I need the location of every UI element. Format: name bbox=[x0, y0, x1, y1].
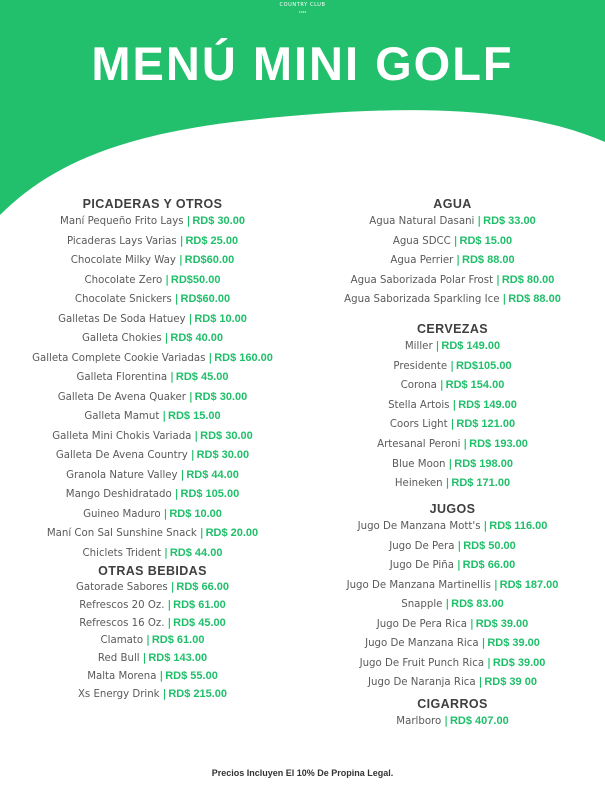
brand-logo-text: COUNTRY CLUB bbox=[279, 2, 326, 8]
item-name: Galleta De Avena Quaker bbox=[57, 391, 186, 403]
section-items bbox=[0, 212, 305, 563]
item-price: RD$ 39 00 bbox=[484, 676, 537, 688]
section-title: OTRAS BEBIDAS bbox=[98, 564, 207, 578]
item-name: Jugo De Manzana Martinellis bbox=[346, 579, 491, 591]
price-separator: | bbox=[493, 579, 498, 591]
price-separator: | bbox=[456, 560, 461, 571]
price-separator: | bbox=[162, 411, 167, 422]
item-price: RD$ 154.00 bbox=[445, 379, 505, 392]
menu-item bbox=[0, 505, 305, 525]
item-price: RD$105.00 bbox=[455, 359, 512, 372]
menu-item bbox=[300, 212, 605, 232]
item-name: Picaderas Lays Varias bbox=[66, 235, 177, 247]
item-price: RD$ 83.00 bbox=[451, 598, 504, 610]
menu-item bbox=[0, 579, 305, 597]
price-separator: | bbox=[159, 670, 164, 682]
item-name: Guineo Maduro bbox=[83, 508, 161, 520]
price-separator: | bbox=[142, 653, 147, 665]
price-separator: | bbox=[180, 469, 185, 481]
item-price: RD$ 30.00 bbox=[200, 429, 253, 442]
item-price: RD$ 39.00 bbox=[475, 617, 529, 630]
menu-section bbox=[300, 196, 605, 310]
item-price: RD$ 30.00 bbox=[194, 390, 248, 403]
item-price: RD$60.00 bbox=[180, 293, 231, 305]
item-price: RD$ 20.00 bbox=[205, 527, 259, 539]
item-price: RD$ 33.00 bbox=[483, 215, 536, 227]
item-price: RD$ 61.00 bbox=[173, 598, 226, 611]
item-name: Jugo De Piña bbox=[389, 560, 454, 571]
menu-item bbox=[0, 650, 305, 668]
item-price: RD$ 187.00 bbox=[499, 578, 559, 591]
item-name: Chocolate Snickers bbox=[74, 294, 172, 305]
item-name: Granola Nature Valley bbox=[66, 469, 178, 481]
item-name: Agua Natural Dasani bbox=[369, 216, 475, 227]
price-separator: | bbox=[164, 547, 168, 559]
price-separator: | bbox=[186, 216, 191, 227]
item-price: RD$ 61.00 bbox=[151, 634, 205, 647]
item-price: RD$ 30.00 bbox=[196, 449, 250, 461]
item-price: RD$ 45.00 bbox=[175, 371, 229, 383]
section-title: CIGARROS bbox=[417, 697, 488, 711]
item-name: Miller bbox=[404, 341, 433, 352]
item-name: Jugo De Manzana Rica bbox=[365, 638, 479, 649]
item-price: RD$ 116.00 bbox=[489, 520, 548, 532]
menu-item bbox=[300, 634, 605, 654]
menu-item bbox=[0, 597, 305, 615]
item-name: Galleta Chokies bbox=[82, 333, 162, 344]
item-price: RD$ 143.00 bbox=[148, 652, 208, 665]
item-price: RD$ 10.00 bbox=[169, 507, 222, 520]
menu-item bbox=[300, 474, 605, 494]
menu-item bbox=[0, 329, 305, 349]
price-separator: | bbox=[174, 294, 179, 305]
price-separator: | bbox=[456, 255, 461, 267]
item-name: Chiclets Trident bbox=[82, 547, 162, 559]
price-separator: | bbox=[174, 489, 179, 500]
item-price: RD$ 149.00 bbox=[458, 398, 517, 411]
price-separator: | bbox=[452, 399, 457, 411]
price-separator: | bbox=[188, 313, 193, 325]
menu-item bbox=[300, 556, 605, 576]
item-name: Stella Artois bbox=[388, 399, 450, 411]
menu-item bbox=[0, 251, 305, 271]
price-separator: | bbox=[163, 508, 168, 520]
item-price: RD$ 44.00 bbox=[186, 468, 239, 481]
price-separator: | bbox=[188, 391, 193, 403]
price-separator: | bbox=[170, 582, 175, 593]
page-title: MENÚ MINI GOLF bbox=[91, 37, 514, 90]
menu-item bbox=[0, 686, 305, 704]
menu-item bbox=[300, 517, 605, 537]
menu-item bbox=[0, 466, 305, 486]
menu-item bbox=[300, 455, 605, 475]
item-price: RD$ 105.00 bbox=[180, 488, 240, 500]
menu-section bbox=[300, 501, 605, 693]
price-separator: | bbox=[450, 419, 455, 431]
price-separator: | bbox=[167, 599, 172, 611]
menu-section bbox=[300, 696, 605, 732]
item-price: RD$ 10.00 bbox=[194, 312, 247, 325]
menu-item bbox=[300, 415, 605, 435]
item-price: RD$ 66.00 bbox=[176, 581, 230, 593]
menu-item bbox=[300, 396, 605, 416]
price-separator: | bbox=[481, 638, 486, 649]
menu-item bbox=[300, 712, 605, 732]
item-price: RD$ 15.00 bbox=[168, 410, 221, 422]
menu-item bbox=[300, 595, 605, 615]
item-name: Clamato bbox=[100, 635, 144, 647]
price-separator: | bbox=[445, 478, 450, 490]
menu-item bbox=[0, 388, 305, 408]
item-price: RD$50.00 bbox=[170, 273, 221, 286]
item-price: RD$60.00 bbox=[184, 254, 235, 266]
item-name: Galleta De Avena Country bbox=[55, 450, 188, 461]
price-separator: | bbox=[162, 688, 167, 700]
price-separator: | bbox=[502, 294, 507, 306]
menu-item bbox=[300, 376, 605, 396]
section-items bbox=[300, 517, 605, 693]
menu-item bbox=[300, 537, 605, 557]
price-separator: | bbox=[496, 274, 500, 286]
item-name: Presidente bbox=[393, 360, 448, 372]
menu-item bbox=[300, 337, 605, 357]
section-title: CERVEZAS bbox=[416, 322, 489, 336]
item-price: RD$ 149.00 bbox=[441, 340, 501, 352]
item-price: RD$ 30.00 bbox=[192, 215, 245, 227]
item-name: Malta Morena bbox=[87, 670, 157, 682]
item-name: Chocolate Milky Way bbox=[70, 255, 176, 266]
item-name: Corona bbox=[400, 380, 437, 392]
price-separator: | bbox=[199, 528, 204, 539]
price-separator: | bbox=[208, 352, 213, 364]
item-name: Galleta Florentina bbox=[76, 372, 168, 383]
item-name: Artesanal Peroni bbox=[377, 438, 461, 450]
price-separator: | bbox=[146, 635, 150, 647]
menu-item bbox=[300, 271, 605, 291]
item-price: RD$ 171.00 bbox=[451, 477, 511, 490]
menu-item bbox=[300, 435, 605, 455]
item-name: Xs Energy Drink bbox=[77, 688, 160, 700]
item-name: Chocolate Zero bbox=[84, 274, 163, 286]
menu-section bbox=[0, 563, 305, 704]
menu-item bbox=[300, 673, 605, 693]
price-separator: | bbox=[453, 235, 458, 247]
menu-item bbox=[0, 485, 305, 505]
item-price: RD$ 80.00 bbox=[501, 273, 555, 286]
menu-item bbox=[0, 212, 305, 232]
item-name: Jugo De Naranja Rica bbox=[368, 677, 476, 688]
price-separator: | bbox=[178, 255, 183, 266]
item-price: RD$ 160.00 bbox=[214, 351, 273, 364]
menu-item bbox=[300, 290, 605, 310]
menu-item bbox=[0, 271, 305, 291]
item-price: RD$ 88.00 bbox=[508, 293, 561, 306]
price-separator: | bbox=[487, 657, 491, 669]
price-separator: | bbox=[190, 450, 195, 461]
price-separator: | bbox=[483, 521, 488, 532]
price-separator: | bbox=[448, 458, 453, 470]
item-name: Mango Deshidratado bbox=[65, 489, 172, 500]
item-price: RD$ 121.00 bbox=[456, 418, 516, 431]
menu-item bbox=[0, 524, 305, 544]
price-separator: | bbox=[194, 430, 199, 442]
item-name: Blue Moon bbox=[392, 458, 446, 470]
menu-item bbox=[0, 232, 305, 252]
menu-item bbox=[0, 544, 305, 564]
item-name: Heineken bbox=[394, 478, 443, 490]
menu-item bbox=[0, 615, 305, 633]
item-name: Maní Pequeño Frito Lays bbox=[60, 216, 184, 227]
item-price: RD$ 198.00 bbox=[454, 457, 513, 470]
item-name: Refrescos 16 Oz. bbox=[79, 617, 165, 629]
item-price: RD$ 193.00 bbox=[469, 437, 528, 450]
item-price: RD$ 407.00 bbox=[449, 715, 509, 727]
section-items bbox=[0, 579, 305, 704]
menu-item bbox=[300, 357, 605, 377]
menu-item bbox=[0, 632, 305, 650]
item-price: RD$ 66.00 bbox=[462, 559, 516, 571]
item-name: Agua Saborizada Sparkling Ice bbox=[344, 294, 500, 306]
item-name: Coors Light bbox=[389, 419, 448, 431]
menu-section bbox=[0, 196, 305, 563]
menu-section bbox=[300, 321, 605, 494]
item-name: Galleta Mini Chokis Variada bbox=[52, 430, 192, 442]
price-separator: | bbox=[478, 677, 483, 688]
menu-item bbox=[0, 407, 305, 427]
menu-item bbox=[0, 668, 305, 686]
section-items bbox=[300, 712, 605, 732]
menu-item bbox=[300, 615, 605, 635]
item-price: RD$ 15.00 bbox=[459, 234, 513, 247]
menu-item bbox=[300, 232, 605, 252]
price-separator: | bbox=[469, 618, 474, 630]
menu-item bbox=[0, 446, 305, 466]
price-separator: | bbox=[439, 380, 444, 392]
section-title: AGUA bbox=[433, 197, 472, 211]
footer-note: Precios Incluyen El 10% De Propina Legal. bbox=[211, 768, 394, 778]
menu-item bbox=[300, 576, 605, 596]
price-separator: | bbox=[450, 360, 454, 372]
section-items bbox=[300, 337, 605, 494]
item-name: Jugo De Pera bbox=[389, 540, 455, 552]
item-name: Galleta Complete Cookie Variadas bbox=[32, 352, 206, 364]
item-price: RD$ 40.00 bbox=[170, 332, 223, 344]
item-price: RD$ 39.00 bbox=[492, 656, 546, 669]
price-separator: | bbox=[445, 599, 450, 610]
item-name: Galletas De Soda Hatuey bbox=[58, 313, 186, 325]
item-price: RD$ 50.00 bbox=[463, 539, 516, 552]
menu-item bbox=[0, 427, 305, 447]
item-name: Refrescos 20 Oz. bbox=[79, 599, 165, 611]
item-name: Red Bull bbox=[97, 653, 140, 665]
item-name: Maní Con Sal Sunshine Snack bbox=[46, 528, 197, 539]
menu-item bbox=[0, 368, 305, 388]
item-name: Agua SDCC bbox=[392, 235, 451, 247]
price-separator: | bbox=[170, 372, 174, 383]
item-name: Gatorade Sabores bbox=[75, 582, 168, 593]
section-title: PICADERAS Y OTROS bbox=[82, 197, 223, 211]
item-name: Jugo De Pera Rica bbox=[376, 618, 467, 630]
item-name: Agua Perrier bbox=[390, 255, 454, 267]
menu-item bbox=[0, 349, 305, 369]
item-price: RD$ 55.00 bbox=[165, 669, 218, 682]
menu-item bbox=[300, 251, 605, 271]
price-separator: | bbox=[179, 235, 184, 247]
price-separator: | bbox=[167, 617, 172, 629]
item-price: RD$ 45.00 bbox=[173, 616, 226, 629]
menu-item bbox=[300, 654, 605, 674]
price-separator: | bbox=[164, 333, 169, 344]
item-name: Jugo De Manzana Mott's bbox=[357, 521, 481, 532]
item-price: RD$ 88.00 bbox=[462, 254, 515, 267]
section-items bbox=[300, 212, 605, 310]
brand-logo-sub: 1933 bbox=[298, 10, 307, 14]
item-name: Galleta Mamut bbox=[84, 411, 160, 422]
item-name: Jugo De Fruit Punch Rica bbox=[359, 657, 485, 669]
item-name: Marlboro bbox=[396, 716, 442, 727]
price-separator: | bbox=[477, 216, 482, 227]
item-price: RD$ 25.00 bbox=[185, 234, 239, 247]
item-price: RD$ 215.00 bbox=[168, 687, 228, 700]
menu-item bbox=[0, 290, 305, 310]
price-separator: | bbox=[435, 341, 440, 352]
item-name: Agua Saborizada Polar Frost bbox=[350, 274, 494, 286]
item-price: RD$ 44.00 bbox=[169, 546, 223, 559]
price-separator: | bbox=[444, 716, 448, 727]
price-separator: | bbox=[165, 274, 169, 286]
item-price: RD$ 39.00 bbox=[487, 637, 540, 649]
price-separator: | bbox=[457, 540, 462, 552]
price-separator: | bbox=[463, 438, 468, 450]
item-name: Snapple bbox=[401, 599, 443, 610]
menu-item bbox=[0, 310, 305, 330]
section-title: JUGOS bbox=[429, 502, 476, 516]
